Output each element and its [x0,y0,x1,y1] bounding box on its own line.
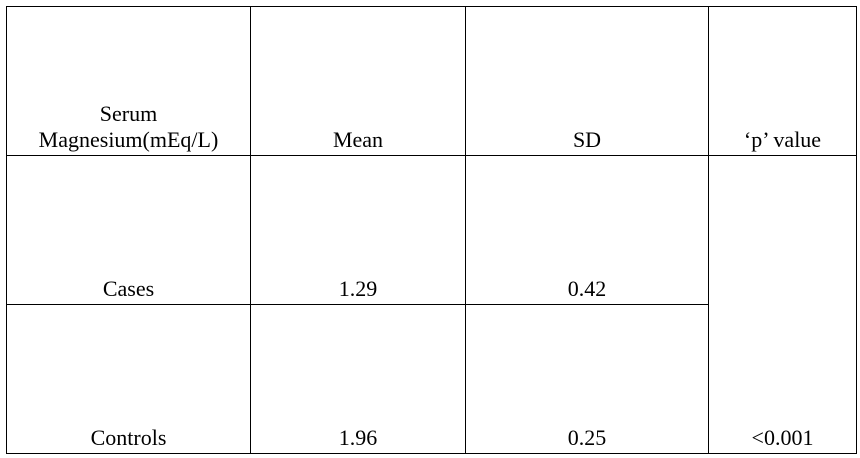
header-serum-line1: Serum [99,101,158,126]
row-label-controls: Controls [7,305,251,454]
cases-mean: 1.29 [251,156,466,305]
p-value-cell: <0.001 [709,156,857,454]
header-p-value: ‘p’ value [709,7,857,156]
header-serum-magnesium [7,7,251,156]
table-header-row [7,7,857,156]
row-label-cases: Cases [7,156,251,305]
header-sd: SD [466,7,709,156]
controls-mean: 1.96 [251,305,466,454]
controls-sd: 0.25 [466,305,709,454]
cases-sd: 0.42 [466,156,709,305]
table-row [7,156,857,305]
header-mean: Mean [251,7,466,156]
magnesium-table [6,6,857,454]
header-serum-line2: Magnesium(mEq/L) [38,127,219,152]
